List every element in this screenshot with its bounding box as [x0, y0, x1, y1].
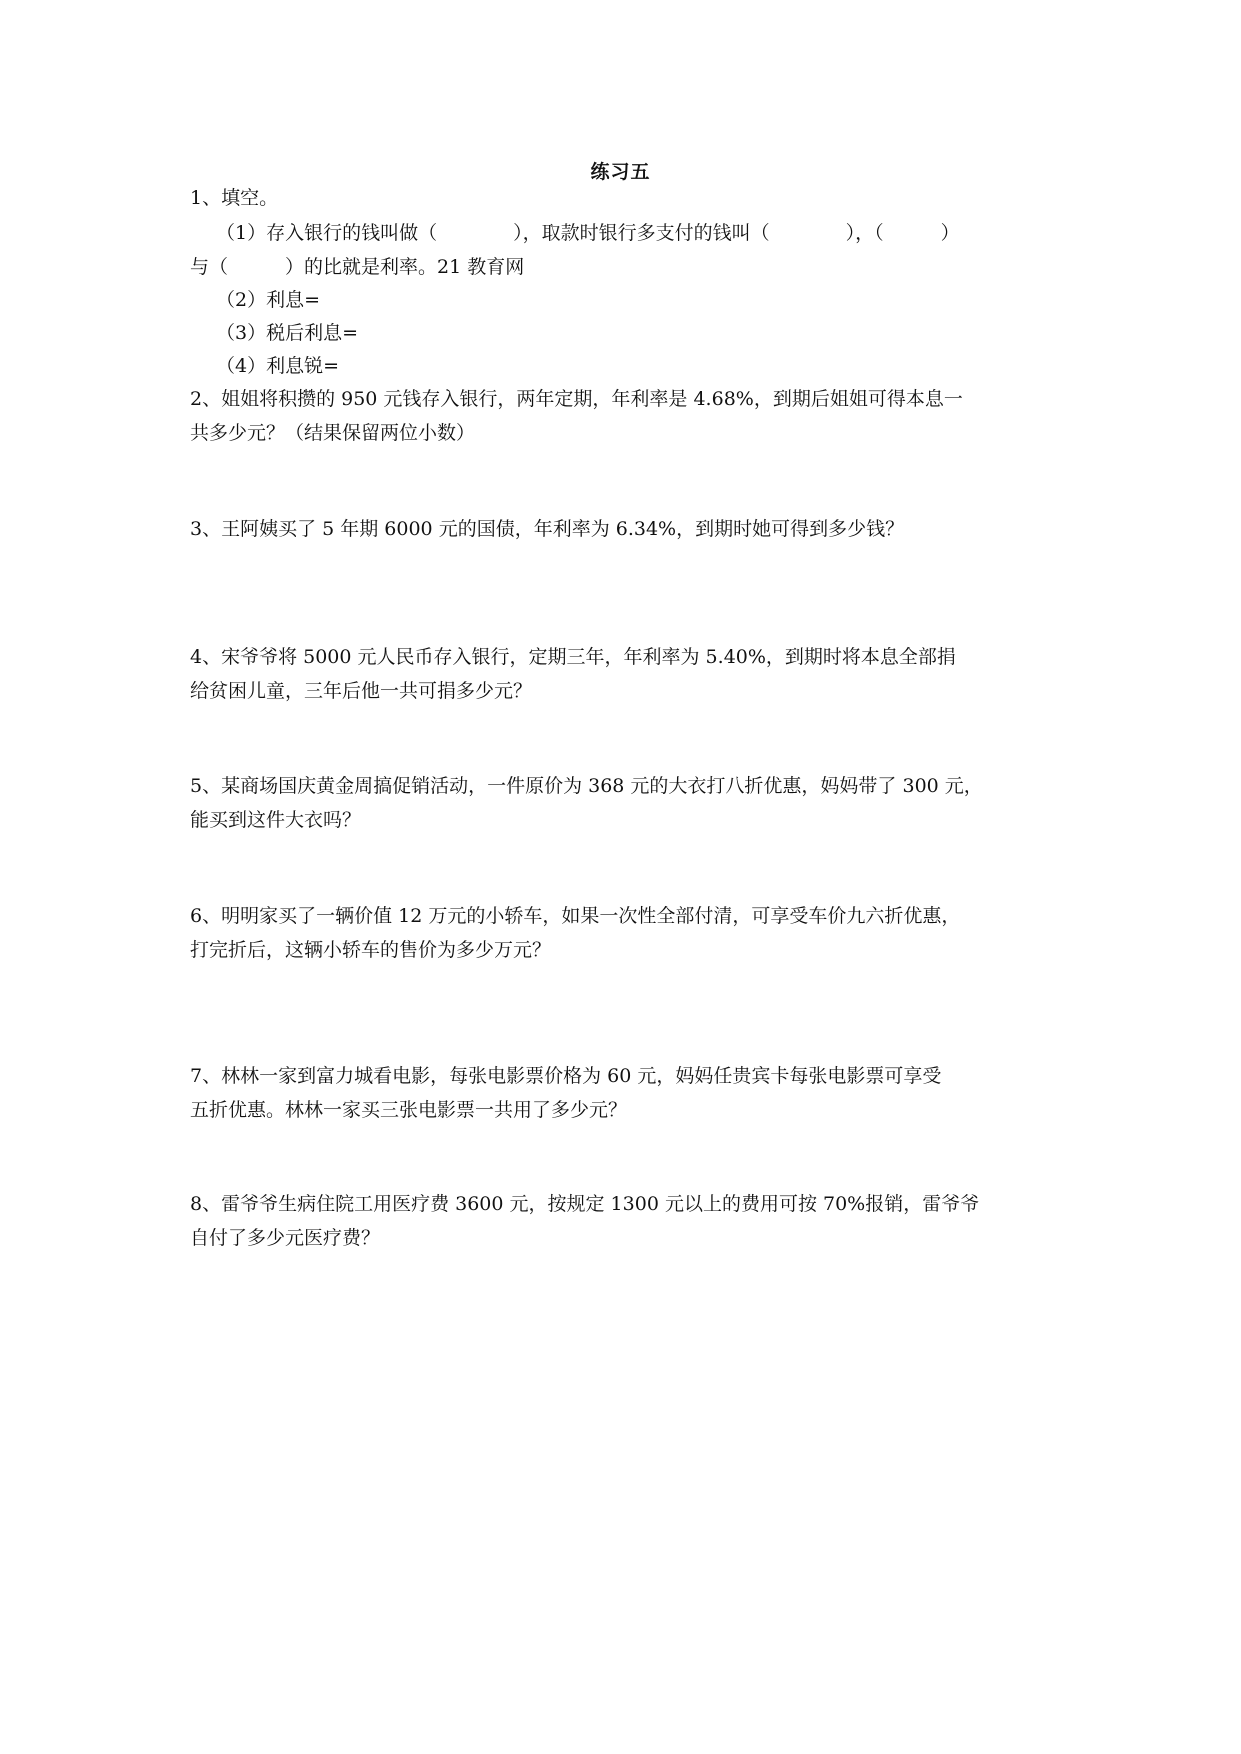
q6-line2: 打完折后，这辆小轿车的售价为多少万元？ — [190, 939, 552, 961]
q2-line1: 2、姐姐将积攒的 950 元钱存入银行，两年定期，年利率是 4.68%，到期后姐姐可得本息一 — [190, 388, 963, 410]
q1-part4: （4）利息锐= — [216, 355, 340, 377]
q5-line1: 5、某商场国庆黄金周搞促销活动，一件原价为 368 元的大衣打八折优惠，妈妈带了 300 元， — [190, 775, 983, 797]
q1-heading: 1、填空。 — [190, 187, 279, 209]
q4-line1: 4、宋爷爷将 5000 元人民币存入银行，定期三年，年利率为 5.40%，到期时将本息全部捐 — [190, 646, 956, 668]
q3-line1: 3、王阿姨买了 5 年期 6000 元的国债，年利率为 6.34%，到期时她可得到多少钱？ — [190, 518, 905, 540]
q1-part2: （2）利息= — [216, 289, 321, 311]
q1-part1-line1: （1）存入银行的钱叫做（ ），取款时银行多支付的钱叫（ ），（ ） — [216, 222, 960, 244]
q5-line2: 能买到这件大衣吗？ — [190, 809, 362, 831]
q7-line2: 五折优惠。林林一家买三张电影票一共用了多少元？ — [190, 1099, 628, 1121]
q1-part3: （3）税后利息= — [216, 322, 359, 344]
q4-line2: 给贫困儿童，三年后他一共可捐多少元？ — [190, 680, 533, 702]
q6-line1: 6、明明家买了一辆价值 12 万元的小轿车，如果一次性全部付清，可享受车价九六折优惠， — [190, 905, 961, 927]
q8-line2: 自付了多少元医疗费？ — [190, 1227, 381, 1249]
q7-line1: 7、林林一家到富力城看电影，每张电影票价格为 60 元，妈妈任贵宾卡每张电影票可享受 — [190, 1065, 942, 1087]
page-title: 练习五 — [590, 161, 651, 183]
q1-part1-line2: 与（ ）的比就是利率。21 教育网 — [190, 256, 525, 278]
q8-line1: 8、雷爷爷生病住院工用医疗费 3600 元，按规定 1300 元以上的费用可按 70%报销，雷爷爷 — [190, 1193, 980, 1215]
q2-line2: 共多少元？（结果保留两位小数） — [190, 422, 476, 444]
